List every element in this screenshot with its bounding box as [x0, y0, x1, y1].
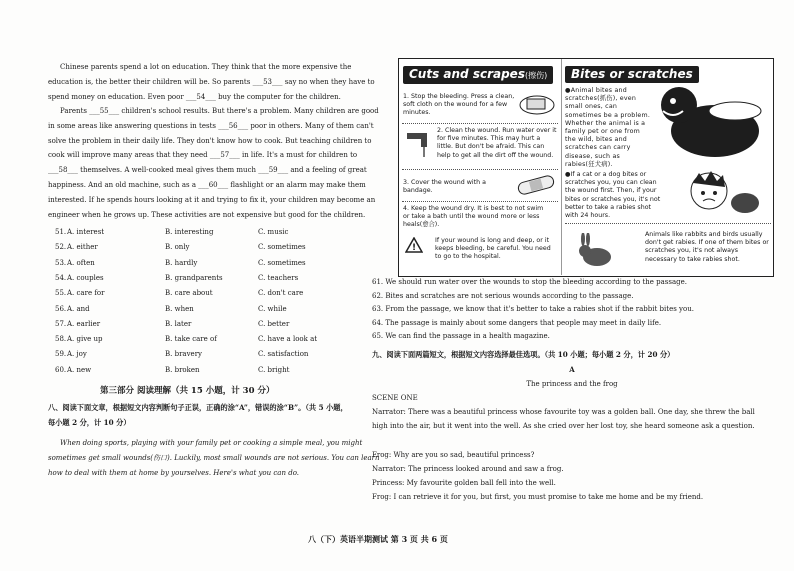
bites-title: Bites or scratches [571, 67, 693, 81]
cuts-step-3: 3. Cover the wound with a bandage. [403, 179, 486, 195]
cuts-step-2: 2. Clean the wound. Run water over it for five minutes. This may hurt a little. But don't be afraid. This can help to get all the dirt off the wound. [437, 127, 557, 159]
story-line-3: Narrator: The princess looked around and saw a frog. [372, 465, 564, 473]
story-title: The princess and the frog [526, 380, 618, 388]
page-footer: 八（下）英语半期测试 第 3 页 共 6 页 [308, 534, 448, 544]
option-c: C. sometimes [258, 243, 306, 252]
cuts-step-1: 1. Stop the bleeding. Press a clean, soft cloth on the wound for a few minutes. [403, 93, 515, 117]
rabbit-head [579, 245, 591, 257]
option-c: C. don't care [258, 289, 304, 298]
option-a: A. interest [67, 228, 105, 236]
bites-para-1: ●Animal bites and scratches(抓伤), even small ones, can sometimes be a problem. Whether the animal is a family pet or one from the wild, bites and scratches can carry disease, such as rabies(狂犬病). [565, 87, 651, 168]
cuts-title: Cuts and scrapes [409, 67, 525, 81]
option-a: A. earlier [67, 319, 101, 328]
hand-cloth-illustration [517, 89, 557, 117]
option-number: 53. [55, 258, 67, 267]
wounds-intro: When doing sports, playing with your family pet or cooking a simple meal, you might sometimes get small wounds(伤口). Luckily, most small wounds are not serious. You can learn how to deal with them at home by yourselves. Here's what you can do. [48, 439, 380, 477]
warning-mark: ! [411, 243, 417, 253]
option-number: 51. [55, 228, 67, 236]
story-line-1: Narrator: There was a beautiful princess whose favourite toy was a golden ball. One day, she threw the ball high into the air, but it went into the well. As she cried over her lost toy, she heard someone ask a question. [372, 408, 755, 431]
option-c: C. music [258, 228, 289, 236]
bites-para-2: ●If a cat or a dog bites or scratches you, you can clean the wound first. Then, if your bites or scratches you, it's not better to take a rabies shot with 24 hours. [565, 171, 661, 220]
option-a: A. couples [67, 273, 104, 282]
option-a: A. care for [67, 289, 105, 298]
dog-illustration [649, 81, 767, 163]
statement-item: 63. From the passage, we know that it's better to take a rabies shot if the rabbit bites you. [372, 305, 694, 313]
cuts-divider-1 [402, 123, 558, 124]
option-number: 57. [55, 319, 67, 328]
column-separator [561, 59, 562, 275]
option-number: 52. [55, 243, 67, 252]
cloze-paragraph-2: Parents ___55___ children's school results. But there's a problem. Many children are good in some areas like answering questions in tests ___56___ poor in others. Many of them can't solve the problem in their daily life. They don't know how to cook. But teaching children to cook will improve many areas that they need ___57___ in life. It's a must for children to ___58___ themselves. A well-cooked meal gives them much ___59___ and a feeling of great happiness. And an old machine, such as a ___60___ flashlight or an alarm may make them interested. If he spends hours looking at it and trying to fix it, your children may become an engineer when he grows up. These activities are not expensive but good for the children. [48, 107, 379, 219]
rabbit-illustration [575, 233, 615, 267]
option-number: 54. [55, 273, 67, 282]
rabbit-ear-1 [581, 233, 585, 246]
option-number: 55. [55, 289, 67, 298]
boy-eye-left [701, 191, 705, 195]
option-c: C. while [258, 304, 287, 313]
boy-cat-illustration [669, 167, 767, 223]
option-b: B. bravery [165, 350, 202, 359]
option-b: B. take care of [165, 335, 217, 344]
option-a: A. joy [67, 350, 87, 359]
cloth-shape [527, 99, 545, 109]
option-b: B. broken [165, 365, 200, 374]
option-number: 56. [55, 304, 67, 313]
cuts-header [403, 66, 553, 84]
option-a: A. new [67, 365, 92, 374]
statement-item: 62. Bites and scratches are not serious wounds according to the passage. [372, 291, 634, 300]
option-c: C. teachers [258, 273, 299, 282]
part8-instruction-line1: 八、阅读下面文章，根据短文内容判断句子正误，正确的涂“A”，错误的涂“B”。（共 5 小题， [48, 403, 348, 412]
cloze-paragraph-1: Chinese parents spend a lot on education. They think that the more expensive the education is, the better their children will be. So parents ___53___ say no when they have to spend money on education. Even poor ___54___ buy the computer for the children. [48, 63, 375, 101]
option-b: B. when [165, 304, 194, 313]
statement-item: 65. We can find the passage in a health magazine. [372, 332, 550, 340]
cat-shape [731, 193, 759, 213]
dog-head [661, 87, 697, 123]
cuts-divider-3 [402, 201, 558, 202]
option-c: C. have a look at [258, 335, 318, 344]
story-label: A [569, 365, 575, 374]
cuts-warning: If your wound is long and deep, or it keeps bleeding, be careful. You need to go to the hospital. [435, 237, 551, 261]
option-number: 60. [55, 365, 67, 374]
option-b: B. hardly [165, 258, 198, 267]
option-c: C. better [258, 319, 290, 328]
story-line-5: Frog: I can retrieve it for you, but first, you must promise to take me home and be my friend. [372, 493, 704, 501]
story-line-4: Princess: My favourite golden ball fell into the well. [372, 479, 556, 487]
option-b: B. only [165, 243, 190, 252]
option-b: B. care about [165, 289, 213, 298]
option-c: C. satisfaction [258, 350, 309, 359]
bandage-illustration [515, 173, 557, 197]
bites-divider [565, 223, 771, 224]
cuts-step-4: 4. Keep the wound dry. It is best to not swim or take a bath until the wound more or less heals(愈合). [403, 205, 544, 229]
dog-eye [670, 98, 676, 104]
option-c: C. bright [258, 365, 290, 374]
option-number: 58. [55, 335, 67, 344]
part8-instruction-line2: 每小题 2 分，计 10 分） [48, 418, 131, 427]
story-scene: SCENE ONE [372, 394, 418, 402]
option-a: A. give up [67, 335, 103, 344]
part3-title: 第三部分 阅读理解（共 15 小题，计 30 分） [100, 386, 275, 396]
boy-eye-right [713, 191, 717, 195]
option-a: A. either [67, 243, 98, 252]
cuts-divider-2 [402, 169, 558, 170]
statement-item: 61. We should run water over the wounds to stop the bleeding according to the passage. [372, 278, 688, 286]
rabbit-ear-2 [586, 233, 590, 246]
option-b: B. interesting [165, 228, 214, 236]
option-b: B. later [165, 319, 192, 328]
option-number: 59. [55, 350, 67, 359]
option-c: C. sometimes [258, 258, 306, 267]
option-a: A. often [67, 258, 95, 267]
statement-item: 64. The passage is mainly about some dangers that people may meet in daily life. [372, 318, 662, 327]
faucet-illustration [403, 129, 437, 159]
warning-icon [405, 237, 423, 253]
first-aid-box [398, 58, 774, 277]
cuts-title-cn: (擦伤) [524, 71, 548, 80]
option-b: B. grandparents [165, 273, 223, 282]
option-a: A. and [67, 304, 90, 313]
faucet-spout [421, 137, 427, 147]
arm-shape [709, 102, 761, 120]
bites-para-3: Animals like rabbits and birds usually don't get rabies. If one of them bites or scratches you, it's not always necessary to take rabies shot. [645, 231, 769, 263]
part8-instruction [48, 400, 380, 430]
story-line-2: Frog: Why are you so sad, beautiful princess? [372, 451, 535, 459]
part9-instruction: 九、阅读下面两篇短文，根据短文内容选择最佳选项。（共 10 小题；每小题 2 分，计 20 分） [372, 350, 675, 359]
